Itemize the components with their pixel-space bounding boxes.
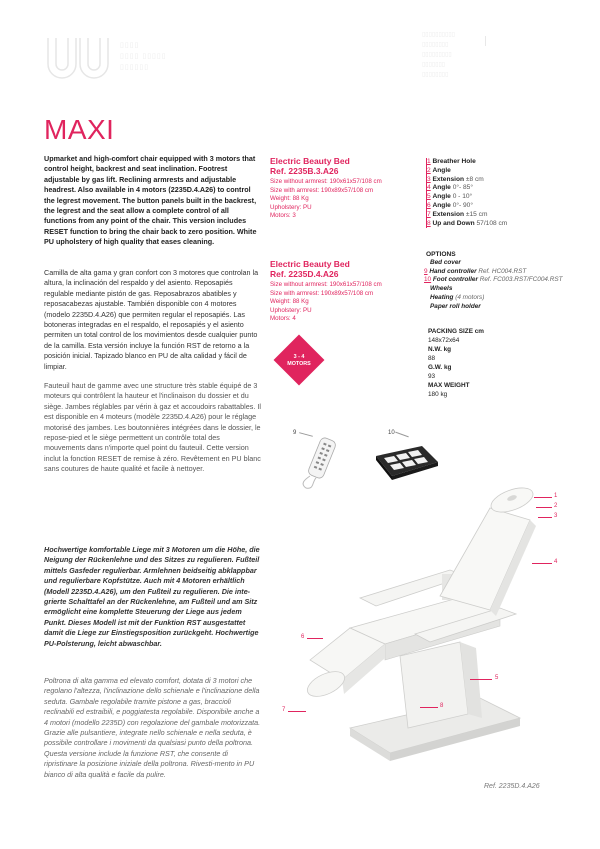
product-spec: Motors: 4 xyxy=(270,315,296,323)
callout-line xyxy=(534,497,552,498)
contact-line: ▯▯▯▯▯▯▯ xyxy=(422,62,446,68)
product-3-motors xyxy=(270,156,412,221)
gw-value: 93 xyxy=(428,373,436,380)
product-ref: Ref. 2235B.3.A26 xyxy=(270,166,339,176)
description-fr: Fauteuil haut de gamme avec une structure très stable équipé de 3 moteurs qui contrôlent la hauteur et l'inclinaison du dossier et du siège. Jambes réglables par vérin à gaz et accoudoirs rabattables. Il est disponible en 4 moteurs (modèle 2235D.4.A26) pour le réglage motorisé des jambes. Les boutonnières intégrées dans le dossier, le repose-pied et le siège permettent un contrôle total des mouvements dans n'importe quel point du fauteuil. Cette version inclut la fonction RESET de remise à zéro. Revêtement en PU blanc sans coutures de haute qualité et facile à nettoyer. xyxy=(44,381,261,474)
foot-controller-number: 10 xyxy=(388,430,395,436)
hand-controller-number: 9 xyxy=(293,430,297,436)
product-4-motors xyxy=(270,259,412,324)
parts-list xyxy=(426,158,576,228)
callout-number: 3 xyxy=(554,513,558,519)
callout-line xyxy=(470,679,492,680)
product-spec: Size without armrest: 190x61x57/108 cm xyxy=(270,281,382,288)
callout-line xyxy=(307,638,323,639)
option-item: Paper roll holder xyxy=(430,302,481,310)
header-divider xyxy=(485,36,486,46)
product-spec: Size with armrest: 190x89x57/108 cm xyxy=(270,289,374,297)
contact-line: ▯▯▯▯▯▯▯▯ xyxy=(422,42,449,48)
product-spec: Motors: 3 xyxy=(270,212,296,220)
motors-badge-text xyxy=(279,354,319,368)
product-name: Electric Beauty Bed xyxy=(270,156,350,166)
product-spec: Size without armrest: 190x61x57/108 cm xyxy=(270,178,382,185)
option-item: 10 Foot controller Ref. FC003.RST/FC004.RST xyxy=(424,276,563,284)
badge-line: 3 - 4 xyxy=(293,354,305,360)
option-item: 9 Hand controller Ref. HC004.RST xyxy=(424,267,527,275)
callout-line xyxy=(538,517,552,518)
callout-line xyxy=(532,563,552,564)
options-heading: OPTIONS xyxy=(426,251,456,258)
product-spec: Upholstery: PU xyxy=(270,306,312,314)
callout-number: 8 xyxy=(440,703,444,709)
gw-label: G.W. kg xyxy=(428,364,452,371)
option-item: Bed cover xyxy=(430,259,461,266)
description-es: Camilla de alta gama y gran confort con 3 motores que controlan la altura, la inclinación del respaldo y del asiento. Reposapiés regulable mediante pistón de gas. Reposabrazos abatibles y reposacabezas ajustable. También disponible con 4 motores (modelo 2235D.4.A26) que permiten regular el reposapiés. Las botoneras integradas en el respaldo, el reposapiés y el asiento permiten un total control de los movimientos desde cualquier punto de la camilla. Esta versión incluye la función RST de retorno a la posición inicial. Tapizado blanco en PU de alta calidad y fácil de limpiar. xyxy=(44,268,259,371)
part-item: 3 Extension ±8 cm xyxy=(427,175,484,183)
product-spec: Weight: 88 Kg xyxy=(270,298,309,306)
callout-number: 4 xyxy=(554,559,558,565)
callout-number: 1 xyxy=(554,493,558,499)
brand-line: ▯▯▯▯ xyxy=(120,42,140,49)
callout-line xyxy=(288,711,306,712)
part-item: 8 Up and Down 57/108 cm xyxy=(427,219,508,227)
nw-label: N.W. kg xyxy=(428,346,452,353)
max-weight-value: 180 kg xyxy=(428,391,448,398)
part-item: 2 Angle xyxy=(427,166,451,174)
product-name: Electric Beauty Bed xyxy=(270,259,350,269)
callout-number: 5 xyxy=(495,675,499,681)
page-title: MAXI xyxy=(44,114,115,145)
callout-line xyxy=(420,707,438,708)
callout-number: 7 xyxy=(282,707,286,713)
beauty-bed-image xyxy=(290,478,550,778)
product-ref: Ref. 2235D.4.A26 xyxy=(270,269,339,279)
callout-number: 2 xyxy=(554,503,558,509)
max-weight-label: MAX WEIGHT xyxy=(428,382,470,389)
option-item: Wheels xyxy=(430,285,453,293)
brand-line: ▯▯▯▯ ▯▯▯▯▯ xyxy=(120,53,167,60)
description-de: Hochwertige komfortable Liege mit 3 Motoren um die Höhe, die Neigung der Rückenlehne und des Sitzes zu regulieren. Fußteil mittels Gasfeder regulierbar. Armlehnen beidseitig abklappbar und regulierbare Kopfstütze. Auch mit 4 Motoren erhältlich (Modell 2235D.4.A26), um den Fußteil zu regulieren. Die inte-grierte Schalttafel an der Rückenlehne, am Fußteil und am Sitz ermöglicht eine komplette Steuerung der Liege aus jedem Punkt. Dieses Modell ist mit der Funktion RST ausgestattet damit die Liege zur Einstiegsposition zurückgeht. Hochwertige PU-Polsterung, leicht abwaschbar. xyxy=(44,545,260,648)
brand-line: ▯▯▯▯▯▯ xyxy=(120,64,150,71)
part-item: 5 Angle 0 - 10° xyxy=(427,193,473,201)
header-contact xyxy=(422,30,455,80)
part-item: 6 Angle 0°- 90° xyxy=(427,201,473,209)
callout-line xyxy=(536,507,552,508)
product-spec: Weight: 88 Kg xyxy=(270,195,309,203)
description-en: Upmarket and high-comfort chair equipped with 3 motors that control height, backrest and seat inclination. Footrest adjustable by gas lift. Reclining armrests and adjustable headrest. Also available in 4 motors (2235D.4.A26) to control the legrest movement. The button panels built in the backrest, the legrest and the seat allow a complete control of all functions from any point of the chair. This version includes RESET function to bring the chair back to zero position. White PU upholstery of high quality that eases cleaning. xyxy=(44,154,257,247)
option-item: Heating (4 motors) xyxy=(430,293,485,301)
options-list xyxy=(424,250,584,311)
image-reference: Ref. 2235D.4.A26 xyxy=(484,783,540,790)
callout-number: 6 xyxy=(301,634,305,640)
part-item: 7 Extension ±15 cm xyxy=(427,210,488,218)
badge-line: MOTORS xyxy=(287,361,311,367)
packing-heading: PACKING SIZE cm xyxy=(428,328,484,335)
part-item: 1 Breather Hole xyxy=(427,158,476,165)
contact-line: ▯▯▯▯▯▯▯▯ xyxy=(422,72,449,78)
packing-info xyxy=(428,327,484,399)
part-item: 4 Angle 0°- 85° xyxy=(427,184,473,192)
packing-size: 148x72x64 xyxy=(428,337,460,344)
brand-text xyxy=(120,40,167,73)
product-spec: Size with armrest: 190x89x57/108 cm xyxy=(270,186,374,194)
contact-line: ▯▯▯▯▯▯▯▯▯ xyxy=(422,52,452,58)
contact-line: ▯▯▯▯▯▯▯▯▯▯ xyxy=(422,32,456,38)
description-it: Poltrona di alta gamma ed elevato comfort, dotata di 3 motori che regolano l'altezza, l'inclinazione dello schienale e l'inclinazione della seduta. Gambale regolabile tramite pistone a gas, braccioli reclinabili ed estraibili, e poggiatesta regolabile. Disponibile anche a 4 motori (modello 2235D) con regolazione del gambale motorizzata. Grazie alle pulsantiere, integrate nello schienale e nella seduta, è possibile controllare i movimenti da qualsiasi punto della poltrona. Questa versione include la funzione RST, che consente di ripristinare la posizione iniziale della poltrona. Rivesti-mento in PU bianco di alta qualità e facile da pulire. xyxy=(44,676,261,779)
product-spec: Upholstery: PU xyxy=(270,203,312,211)
nw-value: 88 xyxy=(428,355,436,362)
